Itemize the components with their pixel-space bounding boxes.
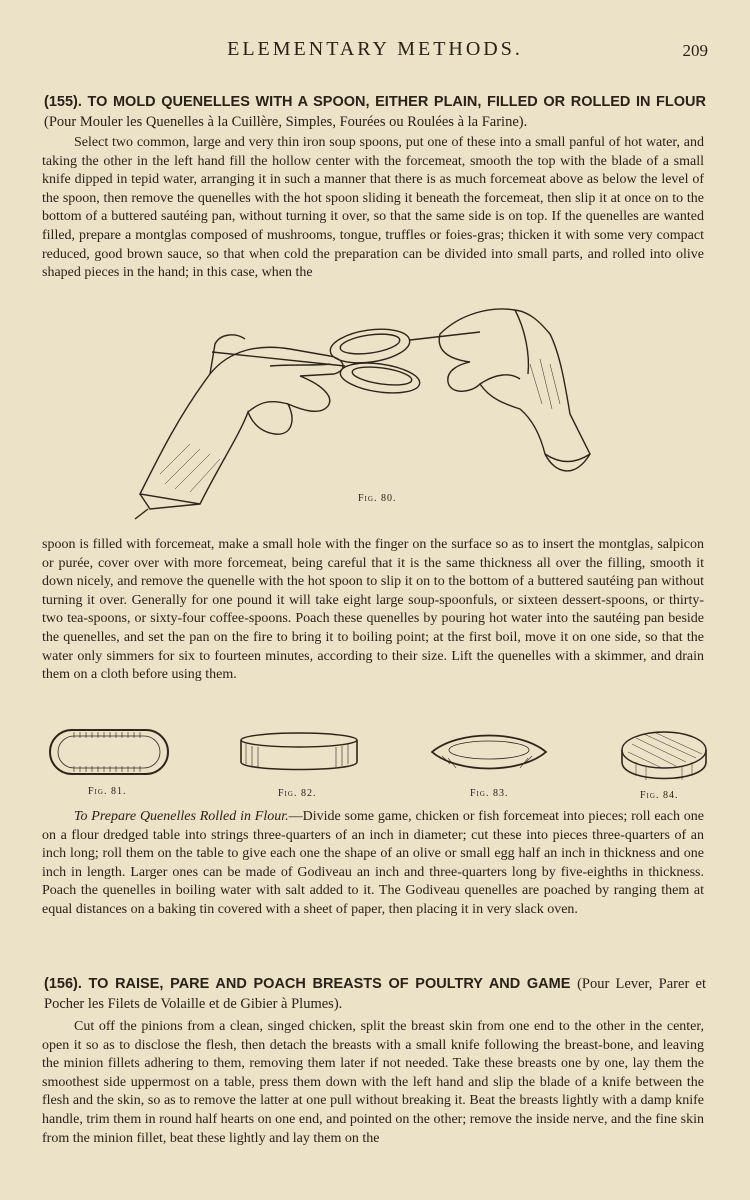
section-156-french-title: (Pour Lever, Parer et Pocher les Filets de Volaille et de Gibier à Plumes). <box>44 976 706 1012</box>
fig-83-olive-quenelle-illustration <box>428 728 550 780</box>
page-header <box>40 38 710 68</box>
rolled-in-flour-subtitle: To Prepare Quenelles Rolled in Flour. <box>74 809 289 824</box>
page-number: 209 <box>682 41 708 60</box>
section-155-french-title: (Pour Mouler les Quenelles à la Cuillère, Simples, Fourées ou Roulées à la Farine). <box>44 114 528 130</box>
fig-80-hands-with-spoons-illustration <box>120 304 600 524</box>
section-155-paragraph-2: spoon is filled with forcemeat, make a small hole with the finger on the surface so as to insert the montglas, salpicon or purée, cover over with more forcemeat, being careful that it is the same thickness all over the filling, smooth it down nicely, and remove the quenelle with the hot spoon to slip it on to the bottom of a buttered sautéing pan without turning it over. Generally for one pound it will take eight large soup-spoonfuls, or sixteen dessert-spoons, or thirty-two tea-spoons, or sixty-four coffee-spoons. Poach these quenelles by pouring hot water into the sautéing pan beside the quenelles, and set the pan on the fire to bring it to boiling point; at the first boil, move it on one side, so that the water only simmers for six to fourteen minutes, according to their size. Lift the quenelles with a skimmer, and drain them on a cloth before using them. <box>42 537 704 683</box>
section-156-heading <box>44 974 706 1014</box>
fig-82-cylinder-quenelle-illustration <box>236 730 362 776</box>
fig-84-caption: Fig. 84. <box>640 790 679 801</box>
running-title: ELEMENTARY METHODS. <box>227 38 523 60</box>
section-156-title: (156). TO RAISE, PARE AND POACH BREASTS OF POULTRY AND GAME <box>44 976 571 992</box>
section-155-paragraph-1: Select two common, large and very thin iron soup spoons, put one of these into a small panful of hot water, and taking the other in the left hand fill the hollow center with the forcemeat, smooth the top with the blade of a small knife dipped in tepid water, arranging it in such a manner that there is as much forcemeat above as below the level of the spoon, then remove the quenelles with the hot spoon sliding it beneath the forcemeat, then slip it at once on to the bottom of a buttered sautéing pan, without turning it over, so that the same side is on top. If the quenelles are wanted filled, prepare a montglas composed of mushrooms, tongue, truffles or foies-gras; thicken it with some very compact reduced, good brown sauce, so that when cold the preparation can be divided into small parts, and rolled into olive shaped pieces in the hand; in this case, when the <box>42 135 704 281</box>
section-155-title: (155). TO MOLD QUENELLES WITH A SPOON, EITHER PLAIN, FILLED OR ROLLED IN FLOUR <box>44 94 706 110</box>
fig-82-caption: Fig. 82. <box>278 788 317 799</box>
fig-81-caption: Fig. 81. <box>88 786 127 797</box>
fig-81-oval-quenelle-illustration <box>44 724 174 780</box>
fig-84-disc-quenelle-illustration <box>616 726 712 786</box>
fig-83-caption: Fig. 83. <box>470 788 509 799</box>
rolled-in-flour-text: —Divide some game, chicken or fish forcemeat into pieces; roll each one on a flour dredged table into strings three-quarters of an inch in diameter; cut these into pieces three-quarters of an inch long; roll them on the table to give each one the shape of an olive or small egg half an inch in thickness and one inch in length. Larger ones can be made of Godiveau an inch and three-quarters long by five-eighths in thickness. Poach the quenelles in boiling water with salt added to it. The Godiveau quenelles are poached by ranging them at equal distances on a baking tin covered with a sheet of paper, then placing it in very slack oven. <box>42 809 704 917</box>
section-155-paragraph-3 <box>42 808 704 920</box>
section-155-heading <box>44 92 706 132</box>
fig-80-caption: Fig. 80. <box>358 493 397 504</box>
section-156-paragraph-1: Cut off the pinions from a clean, singed chicken, split the breast skin from one end to the other in the center, open it so as to disclose the flesh, then detach the breasts with a small knife following the breast-bone, and leaving the minion fillets adhering to them, removing them later if not needed. Take these breasts one by one, lay them the smoothest side uppermost on a table, press them down with the left hand and slip the blade of a knife between the flesh and the skin, so as to remove the latter at one pull without breaking it. Beat the breasts lightly with a damp knife handle, trim them in round half hearts on one end, and pointed on the other; remove the inside nerve, and the fine skin from the minion fillet, beat these lightly and lay them on the <box>42 1019 704 1146</box>
